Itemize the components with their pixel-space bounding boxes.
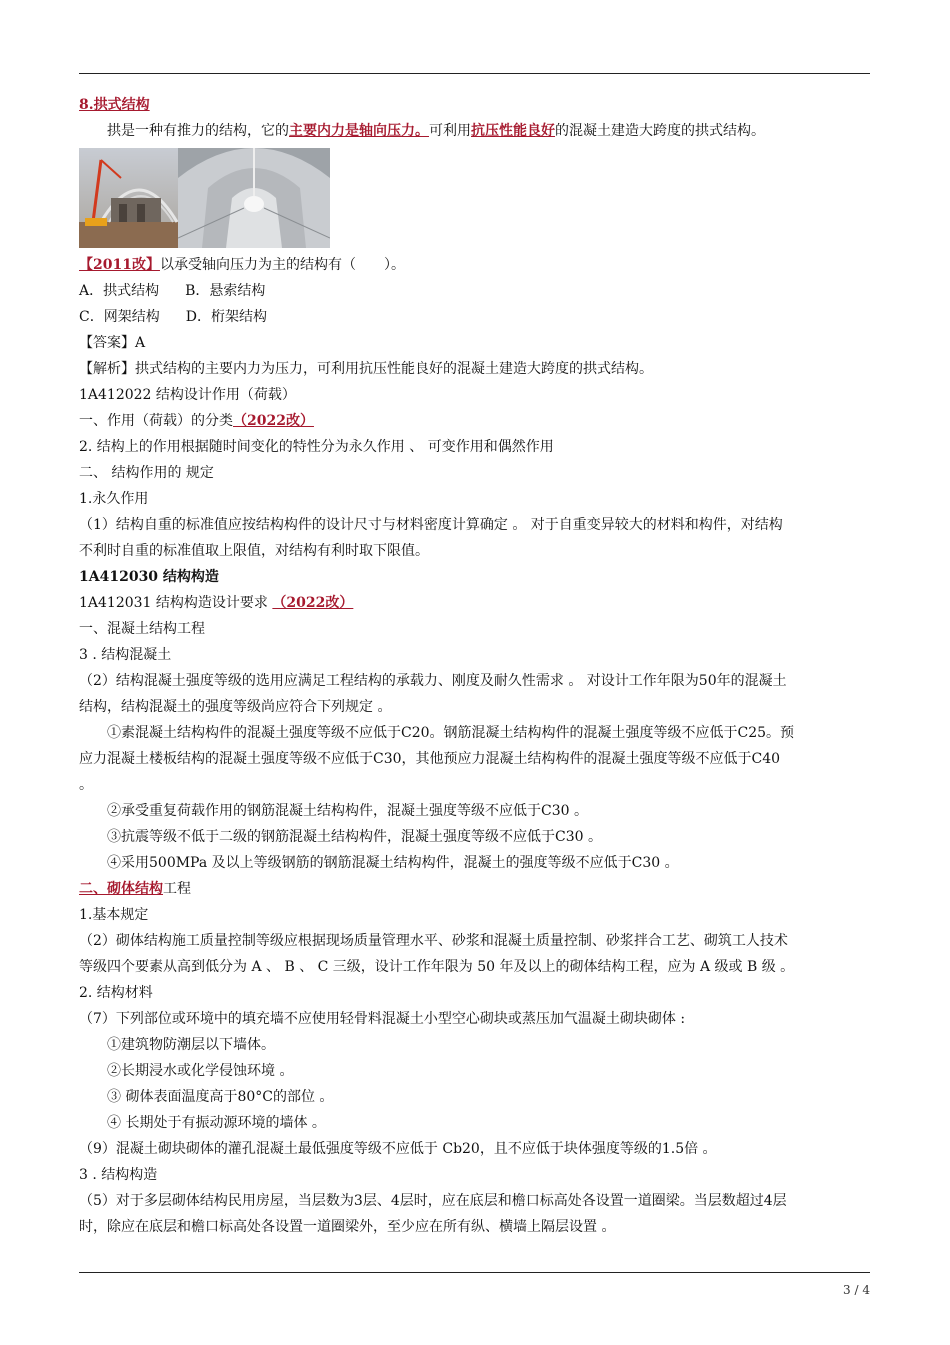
- load-permanent-1a: （1）结构自重的标准值应按结构构件的设计尺寸与材料密度计算确定 。 对于自重变异较大的材料和构件，对结构: [79, 517, 783, 533]
- load-heading: 1A412022 结构设计作用（荷载）: [79, 387, 296, 403]
- tunnel-arch-photo: [178, 148, 330, 248]
- masonry-p5b: 时，除应在底层和檐口标高处各设置一道圈梁外，至少应在所有纵、横墙上隔层设置 。: [79, 1219, 616, 1235]
- masonry-s3: 3 . 结构构造: [79, 1167, 158, 1183]
- header-rule: [79, 73, 870, 74]
- masonry-p9: （9）混凝土砌块砌体的灌孔混凝土最低强度等级不应低于 Cb20，且不应低于块体强度等级的1.5倍 。: [79, 1141, 717, 1157]
- masonry-p7: （7）下列部位或环境中的填充墙不应使用轻骨料混凝土小型空心砌块或蒸压加气温凝土砌块砌体 :: [79, 1011, 686, 1027]
- construct-p2a: （2）结构混凝土强度等级的选用应满足工程结构的承载力、刚度及耐久性需求 。 对设计工作年限为50年的混凝土: [79, 673, 787, 689]
- construct-item3: ③抗震等级不低于二级的钢筋混凝土结构构件，混凝土强度等级不应低于C30 。: [107, 829, 602, 845]
- masonry-item3: ③ 砌体表面温度高于80°C的部位 。: [107, 1089, 334, 1105]
- footer-rule: [79, 1272, 870, 1273]
- photo-strip: [79, 148, 870, 248]
- section-title: 8.拱式结构: [79, 97, 150, 113]
- masonry-p2b: 等级四个要素从高到低分为 A 、 B 、 C 三级，设计工作年限为 50 年及以上的砌体结构工程，应为 A 级或 B 级 。: [79, 959, 795, 975]
- load-permanent: 1.永久作用: [79, 491, 149, 507]
- masonry-item2: ②长期浸水或化学侵蚀环境 。: [107, 1063, 294, 1079]
- masonry-p2a: （2）砌体结构施工质量控制等级应根据现场质量管理水平、砂浆和混凝土质量控制、砂浆拌合工艺、砌筑工人技术: [79, 933, 788, 949]
- page-number: 3 / 4: [843, 1283, 870, 1297]
- load-sub2: 二、 结构作用的 规定: [79, 465, 214, 481]
- question-analysis: 【解析】拱式结构的主要内力为压力，可利用抗压性能良好的混凝土建造大跨度的拱式结构。: [79, 361, 653, 377]
- load-p2: 2. 结构上的作用根据随时间变化的特性分为永久作用 、 可变作用和偶然作用: [79, 439, 554, 455]
- question-options-ab: A．拱式结构 B．悬索结构: [79, 283, 266, 299]
- construct-p2b: 结构，结构混凝土的强度等级尚应符合下列规定 。: [79, 699, 392, 715]
- construct-item1c: 。: [79, 777, 93, 793]
- construct-item1b: 应力混凝土楼板结构的混凝土强度等级不应低于C30，其他预应力混凝土结构构件的混凝土强度等级不应低于C40: [79, 751, 781, 767]
- question-answer: 【答案】A: [79, 335, 146, 351]
- masonry-title: 二、砌体结构工程: [79, 881, 191, 897]
- construct-s1: 一、混凝土结构工程: [79, 621, 205, 637]
- masonry-item4: ④ 长期处于有振动源环境的墙体 。: [107, 1115, 326, 1131]
- masonry-p5a: （5）对于多层砌体结构民用房屋，当层数为3层、4层时，应在底层和檐口标高处各设置一道圈梁。当层数超过4层: [79, 1193, 787, 1209]
- construct-item1a: ①素混凝土结构构件的混凝土强度等级不应低于C20。钢筋混凝土结构构件的混凝土强度等级不应低于C25。预: [107, 725, 795, 741]
- load-permanent-1b: 不利时自重的标准值取上限值，对结构有利时取下限值。: [79, 543, 429, 559]
- question-stem: 【2011改】以承受轴向压力为主的结构有（ ）。: [79, 257, 405, 273]
- section-intro: 拱是一种有推力的结构，它的主要内力是轴向压力。可利用抗压性能良好的混凝土建造大跨度的拱式结构。: [107, 123, 765, 139]
- masonry-item1: ①建筑物防潮层以下墙体。: [107, 1037, 275, 1053]
- document-body: [79, 92, 870, 1240]
- construct-item4: ④采用500MPa 及以上等级钢筋的钢筋混凝土结构构件，混凝土的强度等级不应低于C30 。: [107, 855, 679, 871]
- masonry-s2: 2. 结构材料: [79, 985, 153, 1001]
- question-options-cd: C．网架结构 D．桁架结构: [79, 309, 267, 325]
- construct-s1-3: 3 . 结构混凝土: [79, 647, 172, 663]
- construct-sub: 1A412031 结构构造设计要求 （2022改）: [79, 595, 354, 611]
- arch-construction-photo: [79, 148, 178, 248]
- load-sub1: 一、作用（荷载）的分类（2022改）: [79, 413, 314, 429]
- construct-item2: ②承受重复荷载作用的钢筋混凝土结构构件，混凝土强度等级不应低于C30 。: [107, 803, 588, 819]
- masonry-s1: 1.基本规定: [79, 907, 149, 923]
- construct-heading: 1A412030 结构构造: [79, 569, 219, 585]
